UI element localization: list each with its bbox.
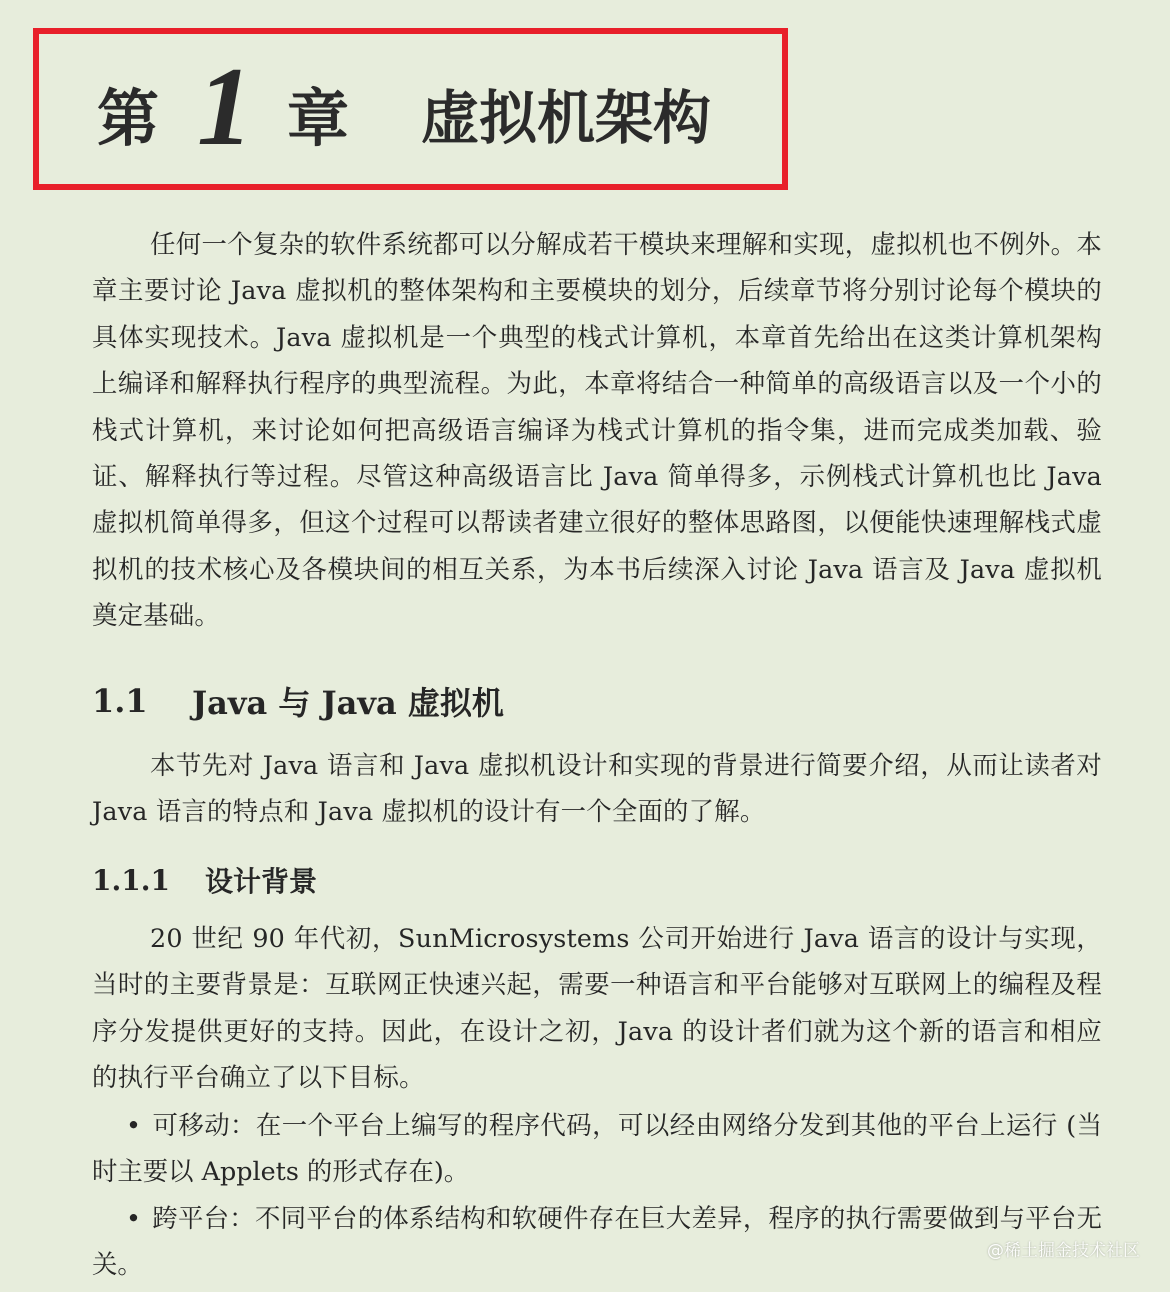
- chapter-number: 1: [197, 44, 254, 169]
- watermark: @稀土掘金技术社区: [987, 1241, 1140, 1261]
- subsection-number: 1.1.1: [92, 863, 170, 897]
- bullet-marker: •: [126, 1203, 141, 1233]
- chapter-word-before: 第: [97, 81, 160, 155]
- section-1-1-1-paragraph: 20 世纪 90 年代初，SunMicrosystems 公司开始进行 Java 语言的设计与实现，当时的主要背景是：互联网正快速兴起，需要一种语言和平台能够对互联网上的编程及程序分发提供更好的支持。因此，在设计之初，Java 的设计者们就为这个新的语言和相应的执行平台确立了以下目标。: [92, 923, 1102, 1093]
- section-number: 1.1: [92, 682, 148, 720]
- section-heading-1-1: [92, 676, 504, 726]
- section-title: Java 与 Java 虚拟机: [192, 684, 504, 722]
- bullet-item: [92, 1102, 1102, 1195]
- bullet-text: 可移动：在一个平台上编写的程序代码，可以经由网络分发到其他的平台上运行 (当时主要以 Applets 的形式存在)。: [92, 1110, 1102, 1187]
- subsection-title: 设计背景: [205, 865, 318, 898]
- chapter-title-highlight: [33, 28, 788, 190]
- intro-paragraph: 任何一个复杂的软件系统都可以分解成若干模块来理解和实现，虚拟机也不例外。本章主要讨论 Java 虚拟机的整体架构和主要模块的划分，后续章节将分别讨论每个模块的具体实现技术。Java 虚拟机是一个典型的栈式计算机，本章首先给出在这类计算机架构上编译和解释执行程序的典型流程。为此，本章将结合一种简单的高级语言以及一个小的栈式计算机，来讨论如何把高级语言编译为栈式计算机的指令集，进而完成类加载、验证、解释执行等过程。尽管这种高级语言比 Java 简单得多，示例栈式计算机也比 Java 虚拟机简单得多，但这个过程可以帮读者建立很好的整体思路图，以便能快速理解栈式虚拟机的技术核心及各模块间的相互关系，为本书后续深入讨论 Java 语言及 Java 虚拟机奠定基础。: [92, 229, 1102, 631]
- bullet-text: 跨平台：不同平台的体系结构和软硬件存在巨大差异，程序的执行需要做到与平台无关。: [92, 1203, 1102, 1280]
- section-heading-1-1-1: [92, 858, 317, 902]
- bullet-marker: •: [126, 1110, 141, 1140]
- section-1-1-paragraph: 本节先对 Java 语言和 Java 虚拟机设计和实现的背景进行简要介绍，从而让读者对 Java 语言的特点和 Java 虚拟机的设计有一个全面的了解。: [92, 750, 1102, 827]
- bullet-item: [92, 1195, 1102, 1288]
- chapter-heading: [97, 44, 712, 169]
- chapter-title: 虚拟机架构: [421, 84, 712, 152]
- chapter-word-after: 章: [287, 81, 350, 155]
